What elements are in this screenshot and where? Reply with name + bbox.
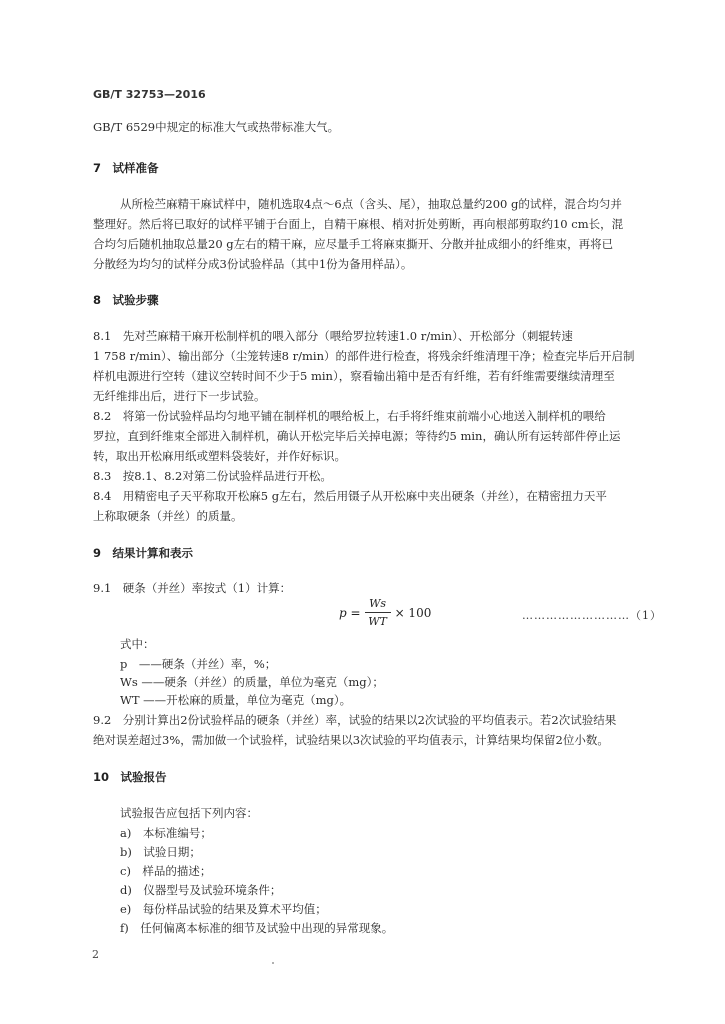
- intro-line: GB/T 6529中规定的标准大气或热带标准大气。: [93, 120, 340, 134]
- formula-1: [339, 597, 431, 628]
- list-item: b) 试验日期；: [120, 845, 201, 859]
- formula-rhs: × 100: [394, 605, 432, 620]
- equation-number: ………………………（1）: [522, 609, 662, 622]
- paragraph-line: 分散经为均匀的试样分成3份试验样品（其中1份为备用样品）。: [93, 257, 413, 271]
- paragraph-line: 1 758 r/min）、输出部分（尘笼转速8 r/min）的部件进行检查，将残余纤维清理干净；检查完毕后开启制: [93, 349, 635, 363]
- page-number: 2: [92, 948, 99, 961]
- list-item: f) 任何偏离本标准的细节及试验中出现的异常现象。: [120, 921, 394, 935]
- clause-9-1: 9.1 硬条（并丝）率按式（1）计算：: [93, 581, 292, 595]
- paragraph-line: 合均匀后随机抽取总量20 g左右的精干麻，应尽量手工将麻束撕开、分散并扯成细小的纤维束，再将已: [93, 237, 614, 251]
- section-9-title: 9 结果计算和表示: [93, 546, 194, 560]
- definition-line: WT ——开松麻的质量，单位为毫克（mg）。: [120, 693, 352, 707]
- formula-fraction: [365, 597, 391, 628]
- list-item: d) 仪器型号及试验环境条件；: [120, 883, 282, 897]
- section-8-title: 8 试验步骤: [93, 293, 159, 307]
- definition-line: p ——硬条（并丝）率，%；: [120, 657, 277, 671]
- where-label: 式中：: [120, 637, 155, 651]
- list-item: e) 每份样品试验的结果及算术平均值；: [120, 902, 327, 916]
- paragraph-line: 9.2 分别计算出2份试验样品的硬条（并丝）率，试验的结果以2次试验的平均值表示。若2次试验结果: [93, 713, 617, 727]
- paragraph-line: 8.4 用精密电子天平称取开松麻5 g左右，然后用镊子从开松麻中夹出硬条（并丝），在精密扭力天平: [93, 489, 607, 503]
- definition-line: Ws ——硬条（并丝）的质量，单位为毫克（mg）；: [120, 675, 384, 689]
- paragraph-line: 8.3 按8.1、8.2对第二份试验样品进行开松。: [93, 469, 332, 483]
- scan-speck: [272, 962, 274, 964]
- paragraph-line: 从所检苎麻精干麻试样中，随机选取4点～6点（含头、尾），抽取总量约200 g的试样，混合均匀并: [120, 197, 622, 211]
- formula-numerator: Ws: [369, 597, 387, 610]
- paragraph-line: 整理好。然后将已取好的试样平铺于台面上，自精干麻根、梢对折处剪断，再向根部剪取约10 cm长，混: [93, 217, 624, 231]
- paragraph-line: 样机电源进行空转（建议空转时间不少于5 min），察看输出箱中是否有纤维，若有纤维需要继续清理至: [93, 369, 615, 383]
- paragraph-line: 罗拉，直到纤维束全部进入制样机，确认开松完毕后关掉电源；等待约5 min，确认所有运转部件停止运: [93, 429, 621, 443]
- list-item: a) 本标准编号；: [120, 826, 212, 840]
- fraction-bar: [365, 612, 391, 613]
- paragraph-line: 上称取硬条（并丝）的质量。: [93, 509, 243, 523]
- formula-denominator: WT: [368, 615, 387, 628]
- section-10-title: 10 试验报告: [93, 770, 167, 784]
- standard-header: GB/T 32753—2016: [93, 88, 206, 101]
- paragraph-line: 8.2 将第一份试验样品均匀地平铺在制样机的喂给板上，右手将纤维束前端小心地送入制样机的喂给: [93, 409, 606, 423]
- formula-lhs: p =: [339, 605, 361, 620]
- paragraph-line: 8.1 先对苎麻精干麻开松制样机的喂入部分（喂给罗拉转速1.0 r/min）、开松部分（刺辊转速: [93, 329, 573, 343]
- paragraph-line: 转，取出开松麻用纸或塑料袋装好，并作好标识。: [93, 449, 346, 463]
- paragraph-line: 绝对误差超过3%，需加做一个试验样，试验结果以3次试验的平均值表示，计算结果均保留2位小数。: [93, 733, 609, 747]
- section-7-title: 7 试样准备: [93, 161, 159, 175]
- report-intro: 试验报告应包括下列内容：: [120, 806, 258, 820]
- list-item: c) 样品的描述；: [120, 864, 212, 878]
- paragraph-line: 无纤维排出后，进行下一步试验。: [93, 389, 266, 403]
